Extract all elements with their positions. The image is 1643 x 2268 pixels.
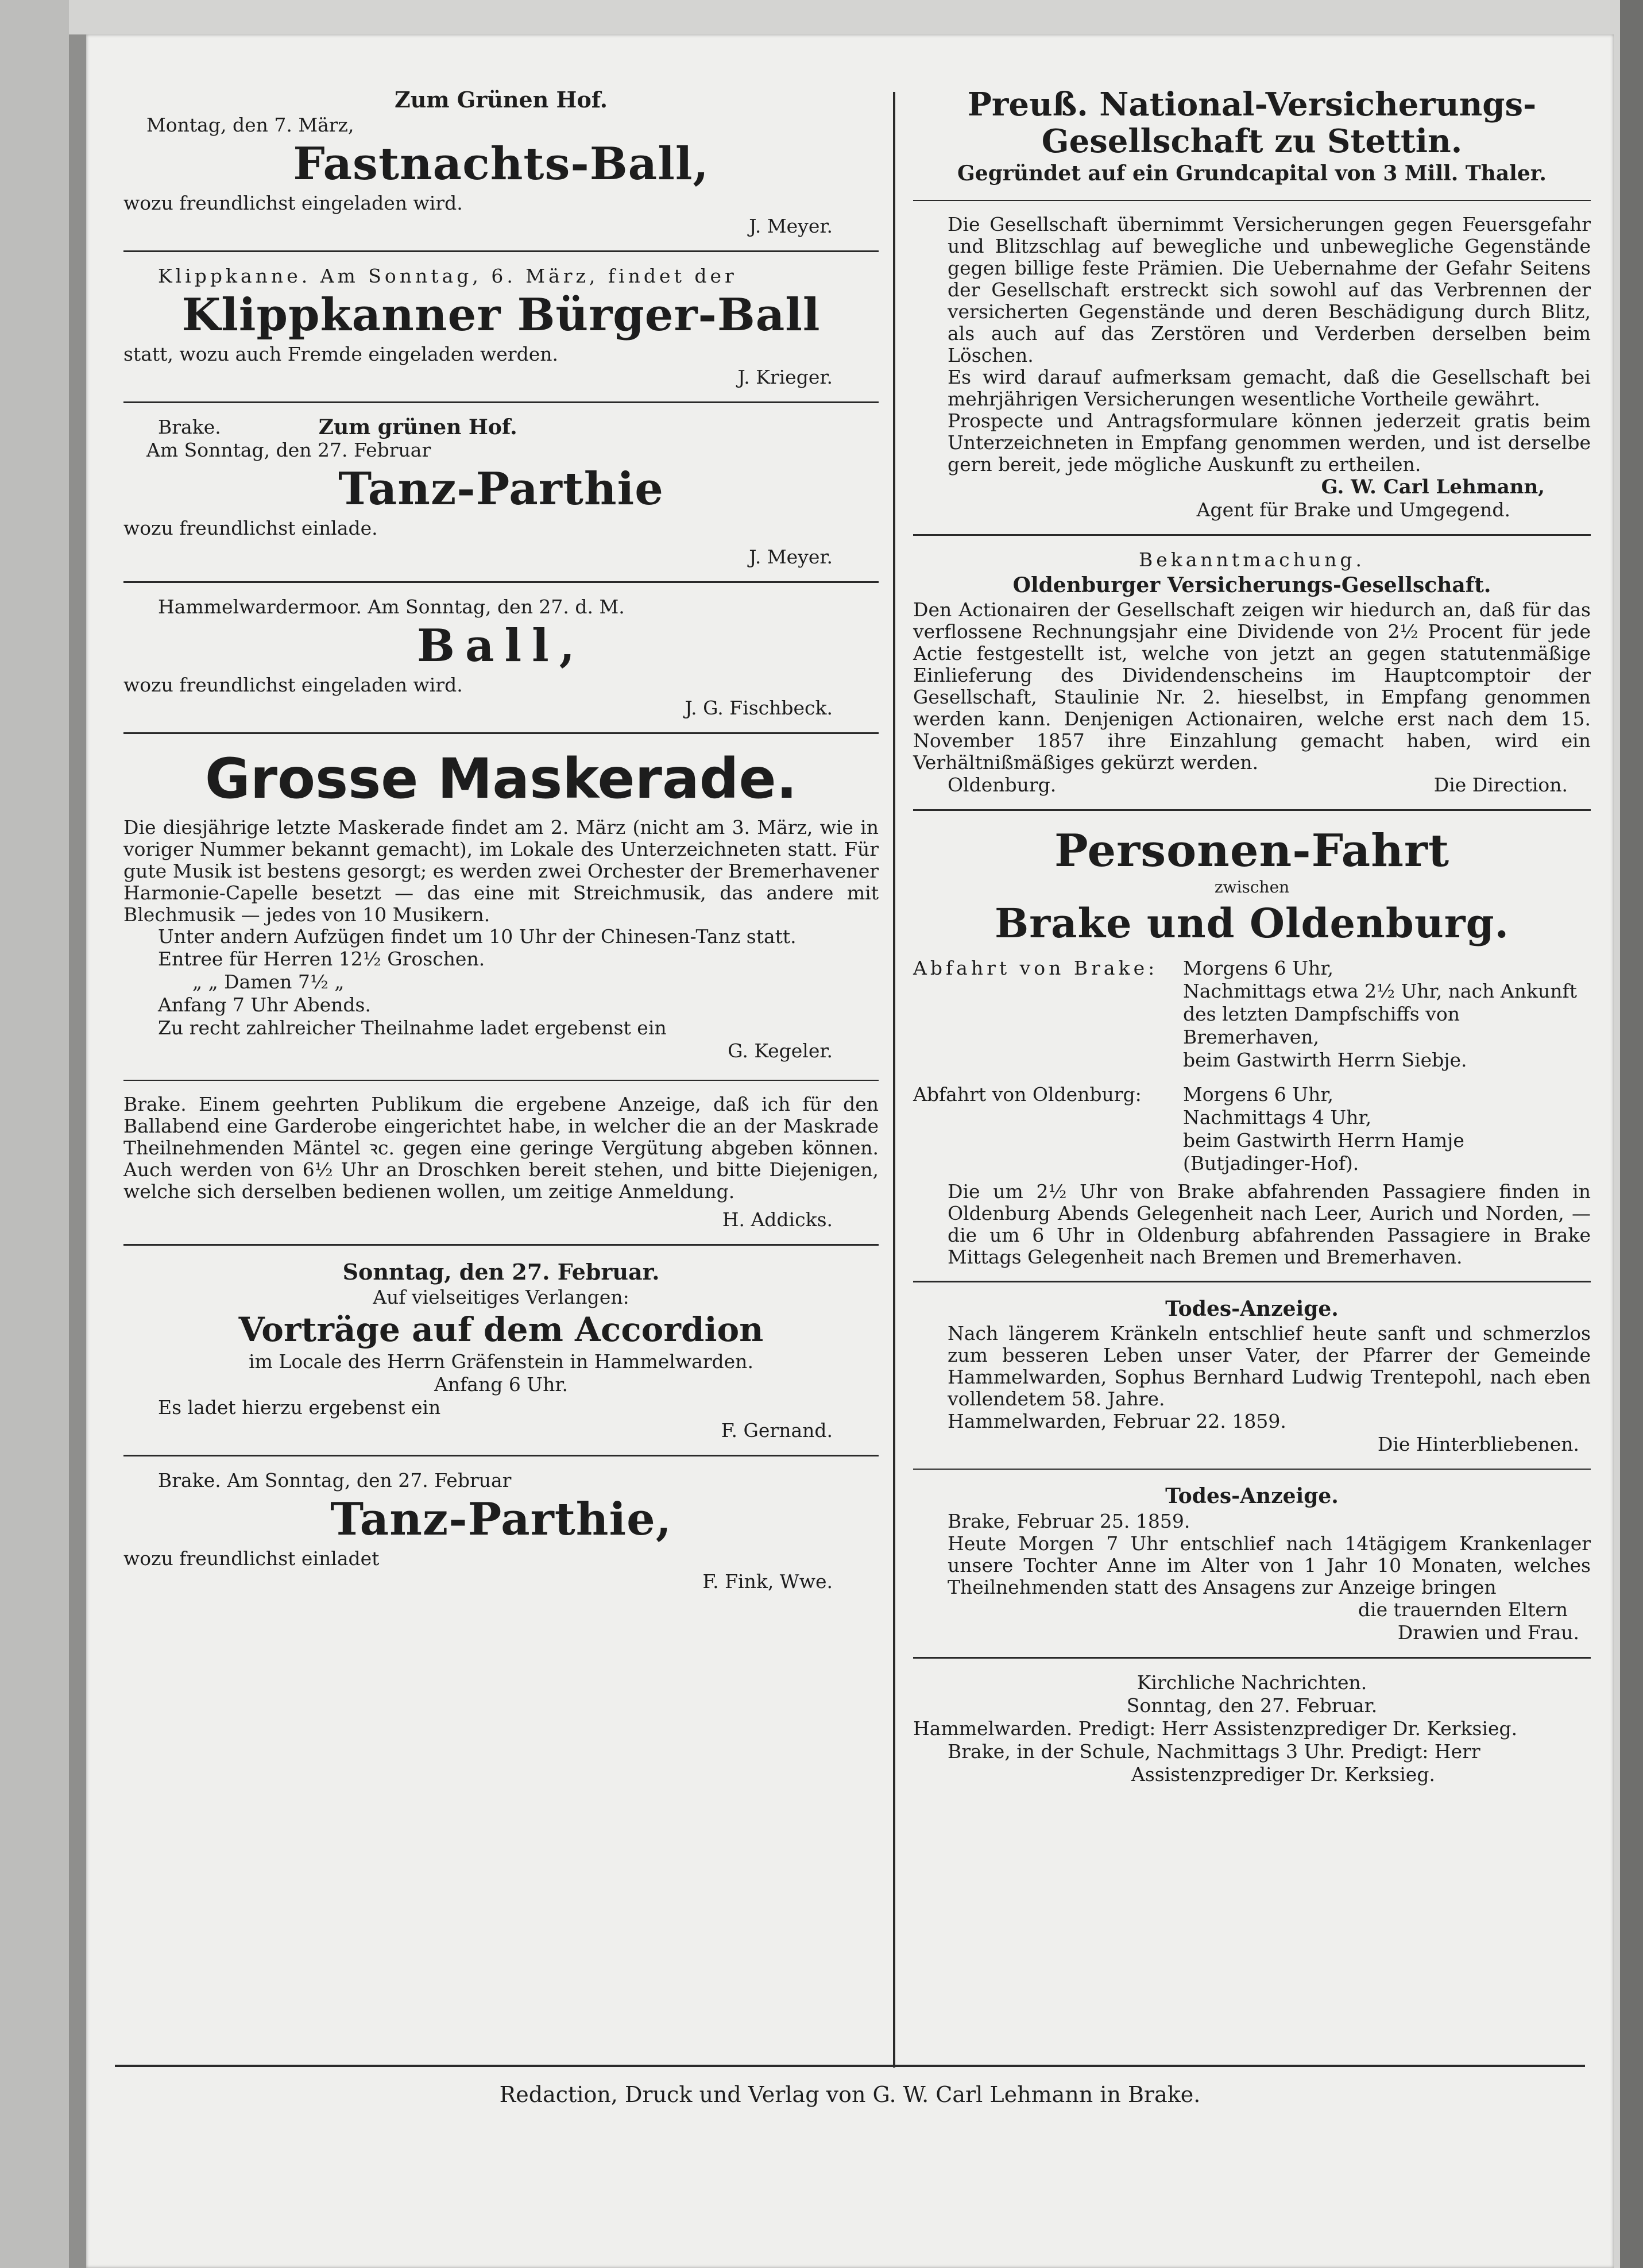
signature: F. Fink, Wwe. [702, 1570, 833, 1593]
venue: Zum Grünen Hof. [394, 87, 608, 113]
paragraph: Prospecte und Antragsformulare können jederzeit gratis beim Unterzeichneten in Empfang genommen werden, und ist derselbe gern bereit, jede mögliche Auskunft zu ertheilen. [948, 409, 1591, 476]
ad-oldenburger-versicherung [913, 548, 1591, 797]
note: Die um 2½ Uhr von Brake abfahrenden Passagiere finden in Oldenburg Abends Gelegenheit nach Leer, Aurich und Norden, — die um 6 Uhr in Oldenburg abfahrenden Passagiere in Brake Mittags Gelegenheit nach Bremen und Bremerhaven. [948, 1180, 1591, 1268]
departure-location: beim Gastwirth Herrn Siebje. [1183, 1049, 1467, 1071]
paragraph: Brake. Einem geehrten Publikum die ergebene Anzeige, daß ich für den Ballabend eine Garderobe eingerichtet habe, in welcher die an der Maskrade Theilnehmenden Mäntel ꝛc. gegen eine geringe Vergütung abgeben können. Auch werden von 6½ Uhr an Droschken bereit stehen, und bitte Diejenigen, welche sich derselben bedienen wollen, um zeitige Anmeldung. [123, 1093, 879, 1203]
ad-klippkanne [123, 265, 879, 389]
date: Sonntag, den 27. Februar. [342, 1259, 660, 1285]
signature: J. Meyer. [749, 215, 833, 237]
ad-title: Oldenburger Versicherungs-Gesellschaft. [1012, 573, 1491, 597]
signature: Die Direction. [1433, 774, 1568, 796]
signature: H. Addicks. [722, 1208, 833, 1231]
service-line: Assistenzprediger Dr. Kerksieg. [1131, 1763, 1435, 1786]
divider [913, 200, 1591, 201]
paragraph: Nach längerem Kränkeln entschlief heute sanft und schmerzlos zum besseren Leben unser Vater, der Pfarrer der Gemeinde Hammelwarden, Sophus Bernhard Ludwig Trentepohl, nach eben vollendetem 58. Jahre. [948, 1322, 1591, 1410]
signature: J. Meyer. [749, 546, 833, 568]
start-time: Anfang 6 Uhr. [434, 1373, 569, 1396]
notice-title: Todes-Anzeige. [1165, 1297, 1339, 1321]
date: Hammelwarden, Februar 22. 1859. [948, 1410, 1286, 1432]
date: Brake, Februar 25. 1859. [948, 1510, 1190, 1532]
date: Sonntag, den 27. Februar. [1126, 1694, 1378, 1717]
paragraph: Es wird darauf aufmerksam gemacht, daß die Gesellschaft bei mehrjährigen Versicherungen wesentliche Vortheile gewährt. [948, 366, 1591, 410]
scan-border [1620, 0, 1643, 2268]
ad-title-line2: Gesellschaft zu Stettin. [1041, 122, 1463, 160]
paragraph: Die diesjährige letzte Maskerade findet am 2. März (nicht am 3. März, wie in voriger Nummer bekannt gemacht), im Lokale des Unterzeichneten statt. Für gute Musik ist bestens gesorgt; es werden zwei Orchester der Bremerhavener Harmonie-Capelle besetzt — das eine mit Streichmusik, das andere mit Blechmusik — jedes von 10 Musikern. [123, 816, 879, 926]
entree-women: „ „ Damen 7½ „ [192, 971, 345, 993]
ad-intro: Hammelwardermoor. Am Sonntag, den 27. d. M. [158, 596, 625, 618]
book-binding [0, 0, 69, 2268]
right-column [913, 86, 1591, 1786]
divider [123, 1080, 879, 1081]
signature: Die Hinterbliebenen. [1377, 1433, 1579, 1455]
divider [913, 1281, 1591, 1282]
service-line: Brake, in der Schule, Nachmittags 3 Uhr. Predigt: Herr [948, 1740, 1480, 1763]
closing: Zu recht zahlreicher Theilnahme ladet ergebenst ein [158, 1017, 667, 1039]
divider [913, 1469, 1591, 1470]
ad-intro: Klippkanne. Am Sonntag, 6. März, findet der [158, 265, 737, 287]
signature: F. Gernand. [721, 1419, 833, 1442]
imprint: Redaction, Druck und Verlag von G. W. Carl Lehmann in Brake. [499, 2082, 1201, 2107]
page-edge [69, 34, 86, 2268]
departure-location: beim Gastwirth Herrn Hamje (Butjadinger-Hof). [1183, 1129, 1464, 1174]
departure-time: Nachmittags etwa 2½ Uhr, nach Ankunft des letzten Dampfschiffs von Bremerhaven, [1183, 980, 1577, 1048]
ad-hammelwardermoor [123, 596, 879, 720]
divider [123, 401, 879, 403]
notice-death-2 [913, 1482, 1591, 1644]
paragraph: Unter andern Aufzügen findet um 10 Uhr der Chinesen-Tanz statt. [158, 925, 797, 948]
ad-text: wozu freundlichst einlade. [123, 517, 378, 539]
divider [123, 581, 879, 583]
entree-men: Entree für Herren 12½ Groschen. [158, 948, 485, 970]
divider [123, 732, 879, 734]
divider [913, 534, 1591, 536]
ad-title: Vorträge auf dem Accordion [238, 1310, 764, 1349]
venue: Zum grünen Hof. [318, 415, 517, 439]
paragraph: Heute Morgen 7 Uhr entschlief nach 14tägigem Krankenlager unsere Tochter Anne im Alter von 1 Jahr 10 Monaten, welches Theilnehmenden statt des Ansagens zur Anzeige bringen [948, 1532, 1591, 1598]
departure-time: Morgens 6 Uhr, [1183, 957, 1333, 979]
departure-label: Abfahrt von Oldenburg: [913, 1083, 1142, 1106]
departure-label: Abfahrt von Brake: [913, 957, 1158, 979]
paragraph: Die Gesellschaft übernimmt Versicherungen gegen Feuersgefahr und Blitzschlag auf bewegliche und unbewegliche Gegenstände gegen billige feste Prämien. Die Uebernahme der Gefahr Seitens der Gesellschaft erstreckt sich sowohl auf das Verbrennen der versicherten Gegenstände und deren Beschädigung durch Blitz, als auch auf das Zerstören und Verderben derselben beim Löschen. [948, 213, 1591, 366]
ad-title: Personen-Fahrt [1054, 825, 1450, 877]
notice-death-1 [913, 1295, 1591, 1456]
signature: J. G. Fischbeck. [685, 697, 833, 719]
signature: G. W. Carl Lehmann, [1321, 476, 1545, 499]
signature: J. Krieger. [737, 366, 833, 388]
date: Montag, den 7. März, [146, 114, 354, 136]
divider [123, 1244, 879, 1246]
footer-divider [115, 2065, 1585, 2067]
ad-fink-tanz [123, 1469, 879, 1593]
signature-line1: die trauernden Eltern [1358, 1598, 1568, 1621]
departure-table [913, 957, 1591, 1175]
departure-time: Morgens 6 Uhr, [1183, 1083, 1333, 1106]
ad-subtitle: Gegründet auf ein Grundcapital von 3 Mill. Thaler. [957, 161, 1547, 186]
ad-maskerade [123, 747, 879, 1062]
ad-text: wozu freundlichst eingeladen wird. [123, 192, 463, 214]
divider [913, 1657, 1591, 1659]
notice-title: Todes-Anzeige. [1165, 1484, 1339, 1508]
divider [913, 809, 1591, 811]
ad-title: Ball, [417, 620, 585, 672]
ad-personen-fahrt [913, 824, 1591, 1268]
ad-gruener-hof-tanz [123, 416, 879, 569]
heading: Bekanntmachung. [1138, 548, 1366, 571]
ad-title: Tanz-Parthie [338, 463, 664, 515]
invite: Es ladet hierzu ergebenst ein [158, 1396, 441, 1419]
departure-time: Nachmittags 4 Uhr, [1183, 1106, 1372, 1129]
signature-line2: Drawien und Frau. [1397, 1621, 1579, 1644]
ad-gruener-hof-ball [123, 86, 879, 238]
ad-intro: Brake. Am Sonntag, den 27. Februar [158, 1469, 512, 1492]
paragraph: Den Actionairen der Gesellschaft zeigen wir hiedurch an, daß für das verflossene Rechnungsjahr eine Dividende von 2½ Procent für jede Actie festgestellt ist, welche von jetzt an gegen statutenmäßige Einlieferung des Dividendenscheins im Hauptcomptoir der Gesellschaft, Staulinie Nr. 2. hieselbst, in Empfang genommen werden kann. Denjenigen Actionairen, welche erst nach dem 15. November 1857 ihre Einzahlung gemacht haben, wird ein Verhältnißmäßiges gekürzt werden. [913, 598, 1591, 774]
notice-church [913, 1671, 1591, 1786]
left-column [123, 86, 879, 1593]
ad-accordion [123, 1258, 879, 1442]
service-line: Hammelwarden. Predigt: Herr Assistenzprediger Dr. Kerksieg. [913, 1717, 1518, 1740]
route: Brake und Oldenburg. [995, 899, 1509, 947]
place: Brake. [158, 416, 221, 438]
ad-garderobe [123, 1094, 879, 1231]
ad-text: wozu freundlichst eingeladen wird. [123, 674, 463, 696]
signature: G. Kegeler. [728, 1040, 833, 1062]
ad-title-line1: Preuß. National-Versicherungs- [967, 86, 1537, 123]
between: zwischen [1214, 878, 1290, 897]
agent-line: Agent für Brake und Umgegend. [1196, 499, 1510, 521]
ad-title: Grosse Maskerade. [204, 747, 798, 811]
ad-title: Klippkanner Bürger-Ball [181, 289, 821, 341]
venue: im Locale des Herrn Gräfenstein in Hammelwarden. [249, 1350, 753, 1373]
date: Am Sonntag, den 27. Februar [146, 439, 431, 461]
divider [123, 250, 879, 252]
divider [123, 1455, 879, 1456]
ad-preuss-versicherung [913, 86, 1591, 521]
column-divider [893, 92, 895, 2068]
ad-text: statt, wozu auch Fremde eingeladen werden. [123, 343, 558, 365]
ad-title: Tanz-Parthie, [330, 1493, 672, 1546]
start-time: Anfang 7 Uhr Abends. [158, 994, 371, 1016]
subtitle: Auf vielseitiges Verlangen: [373, 1286, 629, 1308]
ad-title: Fastnachts-Ball, [293, 138, 709, 190]
ad-text: wozu freundlichst einladet [123, 1547, 380, 1570]
place: Oldenburg. [948, 774, 1057, 796]
notice-title: Kirchliche Nachrichten. [1136, 1671, 1367, 1694]
